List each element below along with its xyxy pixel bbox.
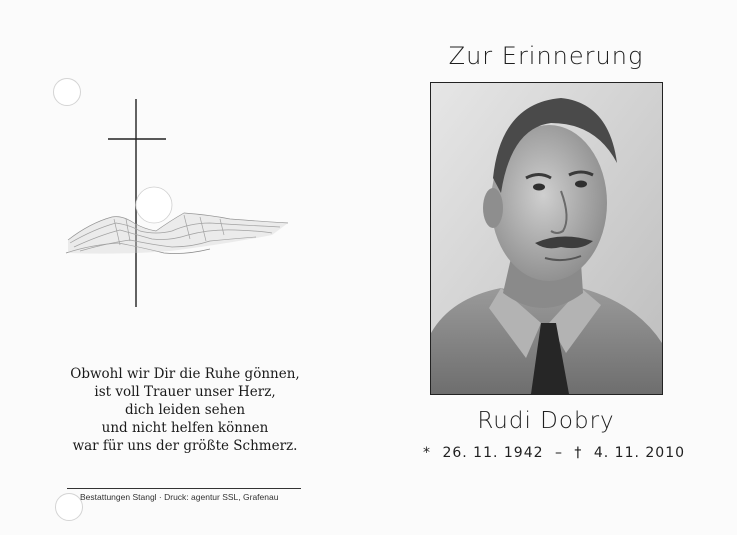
footer-divider xyxy=(67,488,301,489)
cross-sun-mountain-drawing xyxy=(60,95,300,315)
portrait-photo xyxy=(430,82,663,395)
printer-credit: Bestattungen Stangl · Druck: agentur SSL, Grafenau xyxy=(80,492,279,502)
life-dates xyxy=(420,445,686,461)
sun-icon xyxy=(136,187,172,223)
punch-hole-bottom xyxy=(55,493,83,521)
poem-line: war für uns der größte Schmerz. xyxy=(72,438,298,454)
poem-line: Obwohl wir Dir die Ruhe gönnen, xyxy=(70,366,300,382)
poem xyxy=(60,365,310,455)
portrait-icon xyxy=(431,83,662,394)
page-title: Zur Erinnerung xyxy=(448,42,644,70)
death-cross-icon: † xyxy=(574,445,583,461)
birth-date: 26. 11. 1942 xyxy=(442,445,544,461)
death-date: 4. 11. 2010 xyxy=(593,445,686,461)
poem-line: dich leiden sehen xyxy=(124,402,246,418)
date-separator: – xyxy=(554,445,563,461)
poem-line: ist voll Trauer unser Herz, xyxy=(94,384,276,400)
person-name: Rudi Dobry xyxy=(477,408,615,434)
birth-symbol: * xyxy=(423,445,431,461)
poem-line: und nicht helfen können xyxy=(101,420,269,436)
